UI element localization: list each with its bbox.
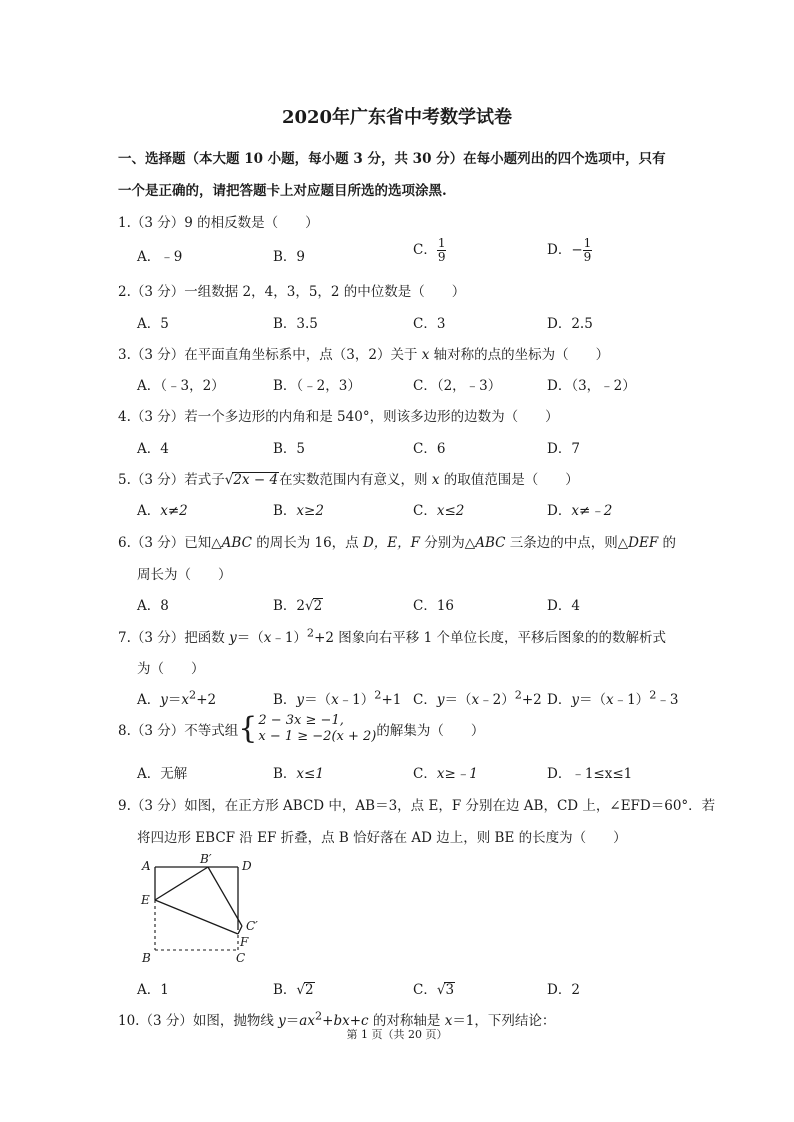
q1-option-d: D．− $\frac{1}{9}$ bbox=[547, 236, 592, 264]
q2-option-d: D．2.5 bbox=[547, 316, 593, 332]
q3-option-a: A．（﹣3，2） bbox=[137, 378, 225, 394]
q4-option-a: A．4 bbox=[137, 441, 169, 457]
q8-option-a: A．无解 bbox=[137, 766, 188, 782]
question-1-stem: 1.（3 分）9 的相反数是（ ） bbox=[118, 215, 319, 231]
system-brace-icon: { bbox=[238, 711, 258, 746]
section-header-line-1: 一、选择题（本大题 10 小题，每小题 3 分，共 30 分）在每小题列出的四个选项中，只有 bbox=[118, 151, 666, 167]
q5-option-a: A．x≠2 bbox=[137, 503, 188, 519]
question-6-stem-line-1: 6.（3 分）已知△ABC 的周长为 16，点 D，E，F 分别为△ABC 三条边的中点，则△DEF 的 bbox=[118, 535, 676, 551]
q8-option-c: C．x≥﹣1 bbox=[413, 766, 478, 782]
q4-option-c: C．6 bbox=[413, 441, 446, 457]
q5-option-d: D．x≠﹣2 bbox=[547, 503, 613, 519]
q7-option-c: C．y＝（x﹣2）$^2$+2 bbox=[413, 688, 542, 708]
radical-expression: 2x − 4 bbox=[233, 472, 279, 488]
label-E: E bbox=[141, 893, 150, 907]
section-header-line-2: 一个是正确的，请把答题卡上对应题目所选的选项涂黑. bbox=[118, 183, 447, 199]
question-8-stem: 8.（3 分）不等式组{ 2 − 3x ≥ −1, x − 1 ≥ −2(x + 2) 的解集为（ ） bbox=[118, 711, 485, 746]
page-footer: 第 1 页（共 20 页） bbox=[346, 1028, 448, 1041]
q2-option-b: B．3.5 bbox=[273, 316, 318, 332]
question-9-stem-line-2: 将四边形 EBCF 沿 EF 折叠，点 B 恰好落在 AD 边上，则 BE 的长度为（ ） bbox=[137, 830, 627, 846]
label-B-prime: B′ bbox=[200, 852, 212, 866]
page-title: 2020年广东省中考数学试卷 bbox=[281, 107, 513, 128]
q8-option-b: B．x≤1 bbox=[273, 766, 324, 782]
question-10-stem: 10.（3 分）如图，抛物线 $y=ax^2+bx+c$ 的对称轴是 x＝1，下列结论： bbox=[118, 1009, 556, 1029]
question-9-stem-line-1: 9.（3 分）如图，在正方形 ABCD 中，AB＝3，点 E，F 分别在边 AB，CD 上，∠EFD＝60°．若 bbox=[118, 798, 716, 814]
q6-option-c: C．16 bbox=[413, 598, 455, 614]
label-B: B bbox=[142, 951, 151, 965]
label-A: A bbox=[142, 859, 151, 873]
q7-option-d: D．y＝（x﹣1）$^2$﹣3 bbox=[547, 688, 679, 708]
q4-option-b: B．5 bbox=[273, 441, 306, 457]
question-6-stem-line-2: 周长为（ ） bbox=[137, 567, 232, 583]
q9-option-a: A．1 bbox=[137, 982, 169, 998]
q6-option-b: B．2√2 bbox=[273, 598, 323, 614]
q6-option-d: D．4 bbox=[547, 598, 580, 614]
label-D: D bbox=[242, 859, 252, 873]
label-C: C bbox=[236, 951, 246, 965]
q5-option-c: C．x≤2 bbox=[413, 503, 465, 519]
q2-option-c: C．3 bbox=[413, 316, 446, 332]
q5-option-b: B．x≥2 bbox=[273, 503, 324, 519]
q1-option-a: A．﹣9 bbox=[137, 249, 183, 265]
q7-option-b: B．y＝（x﹣1）$^2$+1 bbox=[273, 688, 402, 708]
label-F: F bbox=[240, 935, 249, 949]
question-5-stem: 5.（3 分）若式子√2x − 4在实数范围内有意义，则 x 的取值范围是（ ） bbox=[118, 472, 579, 488]
q3-option-d: D．（3，﹣2） bbox=[547, 378, 636, 394]
q9-option-b: B．√2 bbox=[273, 982, 314, 998]
label-C-prime: C′ bbox=[246, 919, 258, 933]
question-4-stem: 4.（3 分）若一个多边形的内角和是 540°，则该多边形的边数为（ ） bbox=[118, 409, 559, 425]
question-3-stem: 3.（3 分）在平面直角坐标系中，点（3，2）关于 x 轴对称的点的坐标为（ ） bbox=[118, 347, 610, 363]
q8-option-d: D．﹣1≤x≤1 bbox=[547, 766, 633, 782]
q7-option-a: A．$y=x^2+2$ bbox=[137, 688, 217, 708]
question-2-stem: 2.（3 分）一组数据 2，4，3，5，2 的中位数是（ ） bbox=[118, 284, 466, 300]
q3-option-b: B．（﹣2，3） bbox=[273, 378, 361, 394]
q4-option-d: D．7 bbox=[547, 441, 580, 457]
q9-option-d: D．2 bbox=[547, 982, 580, 998]
q1-option-c: C． $\frac{1}{9}$ bbox=[413, 236, 446, 264]
q9-square-fold-figure bbox=[130, 850, 270, 970]
q3-option-c: C．（2，﹣3） bbox=[413, 378, 502, 394]
q9-option-c: C．√3 bbox=[413, 982, 455, 998]
question-7-stem-line-1: 7.（3 分）把函数 y＝（x﹣1）$^2$+2 图象向右平移 1 个单位长度，平移后图象的的数解析式 bbox=[118, 626, 666, 646]
q6-option-a: A．8 bbox=[137, 598, 169, 614]
q1-option-b: B．9 bbox=[273, 249, 306, 265]
question-7-stem-line-2: 为（ ） bbox=[137, 661, 205, 677]
q2-option-a: A．5 bbox=[137, 316, 169, 332]
